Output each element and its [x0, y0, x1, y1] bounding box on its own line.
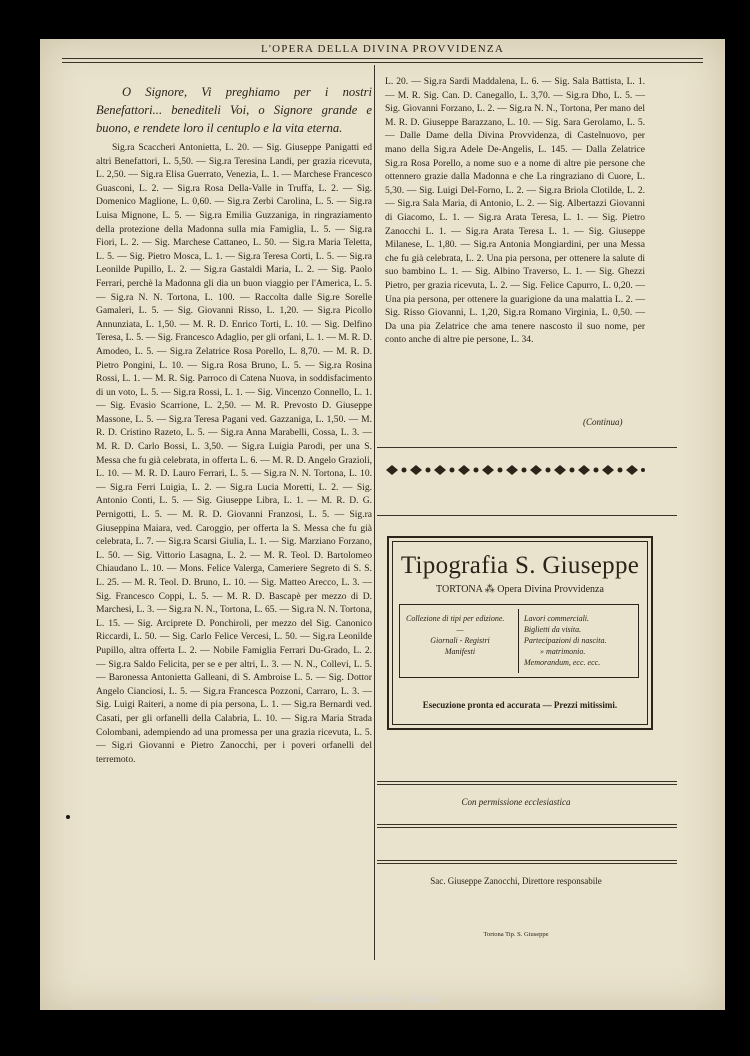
ad-tagline: Esecuzione pronta ed accurata — Prezzi mitissimi.	[422, 700, 618, 710]
donor-list-left: Sig.ra Scaccheri Antonietta, L. 20. — Sig. Giuseppe Panigatti ed altri Benefattori, L. 5,50. — Sig.ra Teresina Landi, per grazia ricevuta, L. 2,50. — Sig.ra Elisa Guerrato, Venezia, L. 1. — Marchese Francesco Guasconi, L. 2. — Sig.ra Rosa Della-Valle in Truffa, L. 2. — Sig. Domenico Maglione, L. 0,60. — Sig.ra Zerbi Carolina, L. 5. — Sig.ra Luisa Mignone, L. 5. — Sig.ra Emilia Guzzaniga, in ringraziamento della protezione della Madonna sulla mia Famiglia, L. 5. — Sig.ra Fiori, L. 2. — Sig. Marchese Cattaneo, L. 50. — Sig.ra Maria Teletta, L. 5. — Sig. Pietro Mosca, L. 1. — Sig.ra Teresa Corti, L. 5. — Sig.ra Leonilde Pupillo, L. 2. — Sig.ra Gastaldi Maria, L. 2. — Sig. Paolo Ferrari, perchè la Madonna gli dia un buon viaggio per l'America, L. 5. — Sig.ra N. N. Tortona, L. 100. — Raccolta dalle Sig.re Sorelle Gamaleri, L. 5. — Sig. Giovanni Risso, L. 1,20. — Sig.ra Picollo Annunziata, L. 1,50. — M. R. D. Enrico Torti, L. 10. — Sig. Delfino Teresa, L. 5. — Sig. Francesco Adaglio, per gli orfani, L. 1. — M. R. D. Amodeo, L. 5. — Sig.ra Zelatrice Rosa Porello, L. 8,70. — M. R. D. Pietro Pongini, L. 10. — Sig.ra Rosa Bruno, L. 5. — Sig.ra Rosina Rossi, L. 1. — M. R. Sig. Parroco di Catena Nuova, in soddisfacimento di un voto, L. 5. — Sig.ra Rossi, L. 1. — Sig. Vincenzo Connello, L. 1. — Sig. Evasio Scarrione, L. 2,50. — M. R. Prevosto D. Giuseppe Massone, L. 5. — Sig.ra Teresa Pagani ved. Gazzaniga, L. 1,50. — M. R. D. Cristino Razeto, L. 5. — Sig.ra Anna Marabelli, Cossa, L. 3. — M. R. D. Carlo Bossi, L. 3,50. — Sig.ra Luigia Parodi, per una S. Messa che fu già celebrata, in offerta L. 6. — M. R. D. Angelo Grazioli, L. 10. — M. R. D. Lauro Ferrari, L. 5. — Sig.ra N. N. Tortona, L. 10. — Sig.ra Ferri Luigia, L. 2. — Sig.ra Lucia Moretti, L. 2. — Sig. Antonio Conti, L. 5. — Sig. Giuseppe Libra, L. 1. — M. R. D. G. Pernigotti, L. 5. — M. R. D. Giovanni Franzosi, L. 5. — Sig.ra Giuseppina Maiara, ved. Caroggio, per offerta la S. Messa che fu già celebrata, L. 7. — Sig.ra Scarsi Giulia, L. 1. — Sig. Marziano Forzano, L. 50. — Sig. Vittorio Lasagna, L. 2. — M. R. Teol. D. Bartolomeo Chiaudano L. 10. — Mons. Felice Valerga, Cameriere Segreto di S. S. L. 25. — M. R. Teol. D. Bruno, L. 10. — Sig. Matteo Arecco, L. 3. — Sig. Francesco Coppi, L. 5. — M. R. D. Bascapè per mezzo di D. Marchesi, L. 3. — Sig.ra N. N., Tortona, L. 65. — Sig.ra N. N. Tortona, L. 15. — Sig. Arciprete D. Ponchiroli, per mezzo del Sig. Canonico Riccardi, L. 50. — Sig. Carlo Felice Vercesi, L. 50. — Sig.ra Leonilde Pupillo, altra offerta L. 2. — Nobile Famiglia Ferrari Du-Grado, L. 2. — Sig.ra Saldo Felicita, per se e per altri, L. 3. — N. N., Collevi, L. 5. — Baronessa Antonietta Galleani, di S. Ambroise L. 5. — Sig. Dottor Angelo Cianciosi, L. 5. — Sig.ra Francesca Pozzoni, Carraro, L. 3. — Sig. Luigi Raiteri, a nome di pia persona, L. 1. — Sig.ra Bernardi ved. Casati, per gli orfanelli della Calabria, L. 10. — Sig.ra Maria Strada Colombani, adempiendo ad una promessa per una grazia ricevuta, L. 5. — Sig.ri Giovanni e Pietro Zanocchi, per i poveri orfanelli del terremoto.	[96, 142, 372, 765]
section-rule	[377, 515, 677, 516]
ecclesiastical-permission: Con permissione ecclesiastica	[461, 797, 571, 807]
ad-title: Tipografia S. Giuseppe	[400, 552, 640, 579]
continua-note: (Continua)	[583, 417, 623, 427]
section-rule	[377, 860, 677, 861]
ad-box-divider	[518, 609, 519, 673]
ad-service-line: Manifesti	[444, 647, 476, 656]
ad-services-left	[406, 613, 514, 657]
ad-service-line: » matrimonio.	[540, 647, 586, 656]
header-rule	[62, 58, 703, 59]
section-rule-double	[377, 827, 677, 828]
ad-services-box	[399, 604, 639, 678]
scanned-page	[40, 39, 725, 1010]
ad-subtitle: TORTONA ⁂ Opera Divina Provvidenza	[436, 584, 604, 595]
column-divider	[374, 65, 375, 960]
printer-advertisement	[387, 536, 653, 730]
section-rule	[377, 447, 677, 448]
section-rule-double	[377, 784, 677, 785]
right-column	[385, 75, 645, 347]
header-rule-double	[62, 62, 703, 63]
ad-service-line: —	[456, 625, 464, 634]
section-rule	[377, 781, 677, 782]
section-rule-double	[377, 863, 677, 864]
ad-services-right	[524, 613, 636, 668]
ink-speck	[66, 815, 70, 819]
ad-service-line: Partecipazioni di nascita.	[524, 636, 607, 645]
left-column	[96, 83, 372, 766]
ad-service-line: Biglietti da visita.	[524, 625, 582, 634]
ad-service-line: Collezione di tipi per edizione.	[406, 614, 505, 623]
archive-caption: Archivio Don Orione - Roma	[312, 994, 438, 1005]
donor-list-right: L. 20. — Sig.ra Sardi Maddalena, L. 6. — Sig. Sala Battista, L. 1. — M. R. Sig. Can. D. Canegallo, L. 3,70. — Sig.ra Dho, L. 5. — Sig. Giovanni Forzano, L. 2. — Sig.ra N. N., Tortona, Per mano del M. R. D. Giuseppe Barazzano, L. 10. — Sig. Sara Gerolamo, L. 5. — Dalle Dame della Divina Provvidenza, di Castelnuovo, per mano della Sig.ra Adele De-Angelis, L. 145. — Dalla Zelatrice Sig.ra Rosa Porello, a nome suo e a nome di altre pie persone che ottennero grazie dalla Madonna e che La ringraziano di Cuore, L. 5,30. — Sig. Luigi Del-Forno, L. 2. — Sig.ra Briola Clotilde, L. 2. — Sig.ra Sala Maria, di Antonio, L. 2. — Sig. Albertazzi Giovanni di Giacomo, L. 1. — Sig.ra Arata Teresa, L. 1. — Sig. Pietro Zanocchi L. 1. — Sig.ra Arata Teresa L. 1. — Sig. Giuseppe Milanese, L. 1,80. — Sig.ra Antonia Mongiardini, per una Messa che fu già celebrata, L. 2. Una pia persona, per ottenere la salute di suo bambino L. 1. — Sig. Albino Traverso, L. 1. — Sig. Ghezzi Pietro, per grazia ricevuta, L. 2. — Sig. Felice Capurro, L. 0,20. — Una pia persona, per ottenere la guarigione da una malattia L. 2. — Sig. Risso Giovanni, L. 1,20, Sig.ra Romano Virginia, L. 0,50. — Da una pia Zelatrice che ama tenere nascosto il suo nome, per conto anche di altre pie persone, L. 34.	[385, 76, 645, 346]
director-credit: Sac. Giuseppe Zanocchi, Direttore responsabile	[430, 876, 602, 886]
page-header: L'OPERA DELLA DIVINA PROVVIDENZA	[261, 43, 504, 55]
printer-imprint: Tortona Tip. S. Giuseppe	[483, 931, 549, 938]
prayer-intro: O Signore, Vi preghiamo per i nostri Benefattori... benediteli Voi, o Signore grande e buono, e rendete loro il centuplo e la vita eterna.	[96, 85, 372, 135]
section-rule	[377, 824, 677, 825]
ad-service-line: Memorandum, ecc. ecc.	[524, 658, 601, 667]
ad-service-line: Lavori commerciali.	[524, 614, 590, 623]
decorative-border	[384, 463, 646, 477]
ad-service-line: Giornali - Registri	[430, 636, 490, 645]
